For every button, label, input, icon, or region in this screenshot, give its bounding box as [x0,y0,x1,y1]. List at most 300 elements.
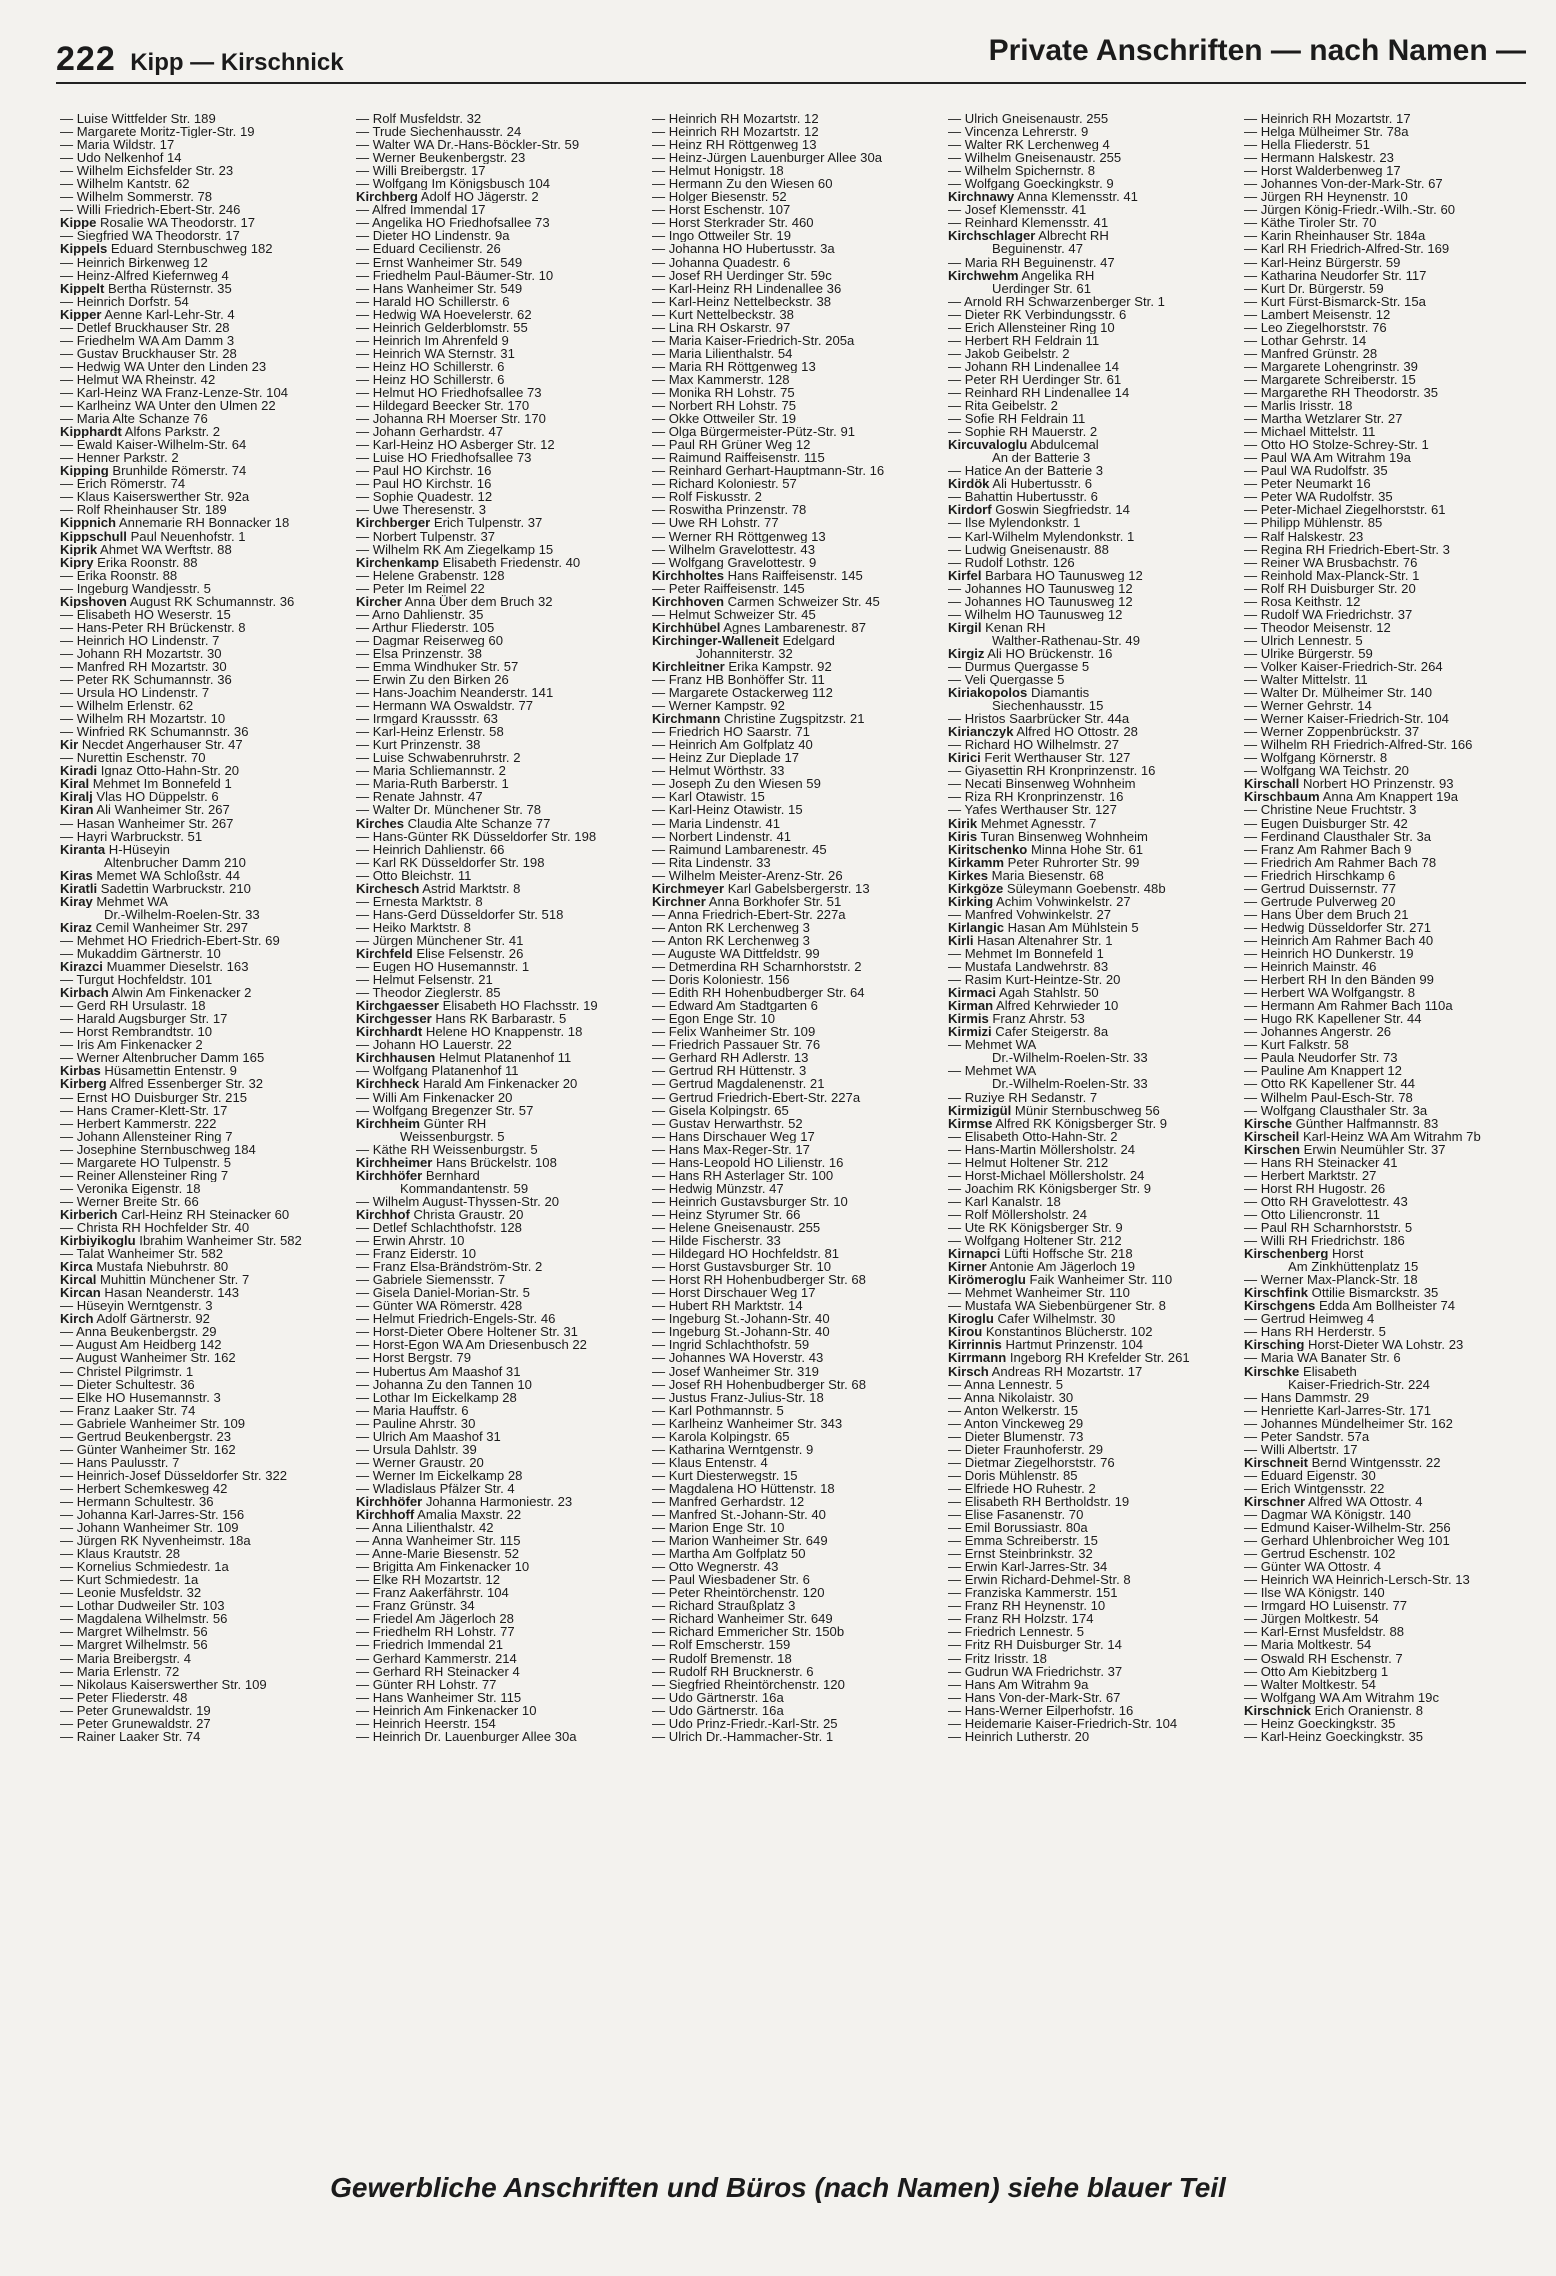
directory-entry: Kirmizi Cafer Steigerstr. 8a [948,1025,1109,1039]
directory-entry: — Gertrud Friedrich-Ebert-Str. 227a [652,1090,861,1104]
directory-entry: — Rolf Rheinhauser Str. 189 [60,503,227,517]
surname: Kirlangic [948,920,1005,934]
directory-entry: — Ernst Steinbrinkstr. 32 [948,1547,1093,1561]
directory-entry: — Ilse WA Königstr. 140 [1244,1586,1385,1600]
directory-entry: — Otto Wegnerstr. 43 [652,1560,779,1574]
directory-entry: Kipshoven August RK Schumannstr. 36 [60,594,295,608]
directory-entry: — Rolf Möllersholstr. 24 [948,1207,1087,1221]
directory-entry: Kirchberger Erich Tulpenstr. 37 [356,516,543,530]
surname: Kirmizigül [948,1103,1012,1117]
surname: Kirdorf [948,503,992,517]
directory-entry: — Heinrich WA Heinrich-Lersch-Str. 13 [1244,1573,1470,1587]
surname: Kirchner [652,894,706,908]
directory-entry: Kircan Hasan Neanderstr. 143 [60,1286,240,1300]
directory-entry: — Rolf Musfeldstr. 32 [356,112,482,126]
directory-entry: Kirschen Erwin Neumühler Str. 37 [1244,1142,1446,1156]
surname: Kirchheim [356,1116,421,1130]
surname: Kirchhausen [356,1051,436,1065]
directory-entry: Kirchmeyer Karl Gabelsbergerstr. 13 [652,881,870,895]
surname: Kircher [356,594,402,608]
header-left [56,40,344,79]
directory-entry: — Wolfgang Clausthaler Str. 3a [1244,1103,1428,1117]
directory-entry: — Renate Jahnstr. 47 [356,790,483,804]
directory-entry: Kirrmann Ingeborg RH Krefelder Str. 261 [948,1351,1190,1365]
surname: Kirfel [948,568,982,582]
directory-entry: — Wolfgang WA Am Witrahm 19c [1244,1690,1440,1704]
directory-entry: Kipry Erika Roonstr. 88 [60,555,198,569]
directory-entry: — Maria WA Banater Str. 6 [1244,1351,1401,1365]
directory-entry: — Hans-Gerd Düsseldorfer Str. 518 [356,907,564,921]
directory-entry: — Kurt Dr. Bürgerstr. 59 [1244,281,1384,295]
directory-entry: — Rita Lindenstr. 33 [652,855,771,869]
directory-entry: — Reiner Allensteiner Ring 7 [60,1168,229,1182]
directory-entry: — Paul HO Kirchstr. 16 [356,464,492,478]
directory-entry: Kirchholtes Hans Raiffeisenstr. 145 [652,568,863,582]
directory-entry: — Heinrich WA Sternstr. 31 [356,346,515,360]
directory-entry: — Helga Mülheimer Str. 78a [1244,125,1409,139]
directory-entry: Kirchgesser Hans RK Barbarastr. 5 [356,1012,567,1026]
directory-entry: — Elsa Prinzenstr. 38 [356,646,482,660]
directory-entry: — Johannes WA Hoverstr. 43 [652,1351,824,1365]
directory-entry: Kiran Ali Wanheimer Str. 267 [60,803,230,817]
surname: Kirberich [60,1207,118,1221]
directory-entry: — Otto RK Kapellener Str. 44 [1244,1077,1416,1091]
directory-entry: Kirman Alfred Kehrwieder 10 [948,999,1119,1013]
directory-entry: — Werner Kaiser-Friedrich-Str. 104 [1244,712,1449,726]
surname: Kirchschlager [948,229,1036,243]
surname: Kirca [60,1260,93,1274]
directory-entry: — Rolf RH Duisburger Str. 20 [1244,581,1416,595]
directory-entry: — Mustafa Landwehrstr. 83 [948,960,1109,974]
directory-entry: — Peter Neumarkt 16 [1244,477,1371,491]
directory-entry: — Udo Gärtnerstr. 16a [652,1690,784,1704]
surname: Kiratli [60,881,98,895]
directory-entry: Dr.-Wilhelm-Roelen-Str. 33 [992,1077,1148,1091]
surname: Kirkamm [948,855,1005,869]
directory-entry: — Veronika Eigenstr. 18 [60,1181,201,1195]
directory-entry: — Werner Breite Str. 66 [60,1194,199,1208]
directory-entry: — Maria Alte Schanze 76 [60,412,208,426]
surname: Kirazci [60,960,103,974]
directory-entry: — Willi RH Friedrichstr. 186 [1244,1234,1405,1248]
directory-entry: — Werner RH Röttgenweg 13 [652,529,826,543]
directory-entry: Kirömeroglu Faik Wanheimer Str. 110 [948,1273,1173,1287]
directory-entry: Kippe Rosalie WA Theodorstr. 17 [60,216,256,230]
directory-entry: — Friedrich Hirschkamp 6 [1244,868,1396,882]
surname: Kirsching [1244,1338,1305,1352]
surname: Kirchberger [356,516,431,530]
directory-entry: — Nurettin Eschenstr. 70 [60,751,206,765]
directory-entry: Kirmaci Agah Stahlstr. 50 [948,986,1099,1000]
surname: Kirchinger-Walleneit [652,633,779,647]
surname: Kirou [948,1325,983,1339]
directory-entry: — Rudolf RH Brucknerstr. 6 [652,1664,814,1678]
directory-entry: Kirschnick Erich Oranienstr. 8 [1244,1703,1424,1717]
directory-entry: — Erich Römerstr. 74 [60,477,186,491]
directory-entry: — Maria Kaiser-Friedrich-Str. 205a [652,333,855,347]
directory-entry: — Reinhard RH Lindenallee 14 [948,385,1130,400]
directory-entry: — Josephine Sternbuschweg 184 [60,1142,256,1156]
directory-entry: — Jürgen Münchener Str. 41 [356,933,524,947]
directory-entry: — Margarete HO Tulpenstr. 5 [60,1155,232,1169]
directory-entry: — Mehmet WA [948,1064,1037,1078]
directory-entry: — Lothar Im Eickelkamp 28 [356,1390,517,1404]
directory-entry: — Holger Biesenstr. 52 [652,190,787,204]
directory-entry: — Peter-Michael Ziegelhorststr. 61 [1244,503,1446,517]
surname: Kirschenberg [1244,1247,1329,1261]
directory-entry: — Friedhelm WA Am Damm 3 [60,333,235,347]
surname: Kirch [60,1312,94,1326]
surname: Kirchnawy [948,190,1015,204]
directory-entry: — Kurt Schmiedestr. 1a [60,1573,199,1587]
directory-entry: — Heinrich Dahlienstr. 66 [356,842,505,856]
directory-entry: — Elise Fasanenstr. 70 [948,1508,1084,1522]
directory-entry: — Karl Kanalstr. 18 [948,1194,1061,1208]
directory-entry: Kirdök Ali Hubertusstr. 6 [948,477,1093,491]
directory-entry: — Rolf Fiskusstr. 2 [652,490,762,504]
directory-entry: — Hans Wanheimer Str. 115 [356,1690,522,1704]
directory-entry: — Margarete Lohengrinstr. 39 [1244,359,1418,373]
directory-entry: — Angelika HO Friedhofsallee 73 [356,216,550,230]
directory-entry: — Wilhelm Erlenstr. 62 [60,699,194,713]
directory-entry: — Marlis Irisstr. 18 [1244,399,1353,413]
directory-entry: — Jürgen Moltkestr. 54 [1244,1612,1379,1626]
directory-entry: Kirchenkamp Elisabeth Friedenstr. 40 [356,555,581,569]
directory-entry: — Maria Breibergstr. 4 [60,1651,191,1665]
directory-entry: — Peter Fliederstr. 48 [60,1690,188,1704]
directory-entry: — Horst Dirschauer Weg 17 [652,1286,816,1300]
directory-entry: — Heinrich RH Mozartstr. 17 [1244,112,1411,126]
directory-entry: — Turgut Hochfeldstr. 101 [60,973,213,987]
directory-entry: — Werner Kampstr. 92 [652,699,785,713]
directory-entry: — Hans-Leopold HO Lilienstr. 16 [652,1155,844,1169]
directory-entry: — Emma Windhuker Str. 57 [356,659,519,674]
directory-entry: — Norbert Tulpenstr. 37 [356,529,496,543]
directory-entry: — Lambert Meisenstr. 12 [1244,307,1391,321]
section-title: Private Anschriften — nach Namen — [988,34,1526,67]
directory-entry: — Johann HO Lauerstr. 22 [356,1038,512,1052]
directory-entry: Kircher Anna Über dem Bruch 32 [356,594,553,608]
directory-entry: — Justus Franz-Julius-Str. 18 [652,1390,824,1404]
directory-entry: — Vincenza Lehrerstr. 9 [948,125,1089,139]
directory-entry: — Ursula Dahlstr. 39 [356,1442,477,1456]
directory-entry: — Heinrich HO Lindenstr. 7 [60,633,220,647]
directory-entry: — Oswald RH Eschenstr. 7 [1244,1651,1403,1665]
directory-entry: — Hans Von-der-Mark-Str. 67 [948,1690,1121,1704]
directory-entry: — Heinrich HO Dunkerstr. 19 [1244,947,1414,961]
directory-entry: — Erwin Ahrstr. 10 [356,1234,465,1248]
directory-entry: — Johannes Von-der-Mark-Str. 67 [1244,177,1443,191]
surname: Kirchhöfer [356,1168,423,1182]
surname: Kirchleitner [652,659,725,674]
directory-entry: — Helmut Schweizer Str. 45 [652,607,816,621]
directory-entry: — Ingrid Schlachthofstr. 59 [652,1338,810,1352]
directory-entry: — Günter Wanheimer Str. 162 [60,1442,236,1456]
surname: Kirschneit [1244,1455,1309,1469]
directory-entry: — Ulrich Dr.-Hammacher-Str. 1 [652,1729,834,1743]
directory-entry: Kiralj Vlas HO Düppelstr. 6 [60,790,219,804]
directory-entry: Kirchhoven Carmen Schweizer Str. 45 [652,594,880,608]
directory-entry: — Horst Bergstr. 79 [356,1351,471,1365]
directory-entry: — Jürgen RK Nyvenheimstr. 18a [60,1534,251,1548]
surname: Kirrmann [948,1351,1007,1365]
directory-entry: Kiray Mehmet WA [60,894,168,908]
directory-entry: — Willi Friedrich-Ebert-Str. 246 [60,203,241,217]
directory-entry: Kirberich Carl-Heinz RH Steinacker 60 [60,1207,290,1221]
directory-entry: — Richard Straußplatz 3 [652,1599,796,1613]
directory-entry: — Paul RH Scharnhorststr. 5 [1244,1220,1413,1235]
directory-entry: — Wilhelm RK Am Ziegelkamp 15 [356,542,554,556]
directory-entry: — Wilhelm Meister-Arenz-Str. 26 [652,868,843,882]
directory-entry: — Paul WA Am Witrahm 19a [1244,451,1411,465]
directory-entry: — Josef Wanheimer Str. 319 [652,1364,819,1378]
surname: Kiriakopolos [948,686,1028,700]
directory-entry: — Arno Dahlienstr. 35 [356,607,484,621]
directory-entry: — Werner Im Eickelkamp 28 [356,1468,523,1482]
directory-entry: — Heinrich Am Golfplatz 40 [652,738,813,752]
directory-entry: — Helmut Friedrich-Engels-Str. 46 [356,1312,556,1326]
directory-entry: — Wolfgang Körnerstr. 8 [1244,751,1388,765]
surname: Kirschnick [1244,1703,1311,1717]
surname: Kirschen [1244,1142,1301,1156]
surname: Kippelt [60,281,105,295]
directory-entry: — Paul WA Rudolfstr. 35 [1244,464,1388,478]
directory-entry: — Otto HO Stolze-Schrey-Str. 1 [1244,438,1429,452]
directory-entry: — Philipp Mühlenstr. 85 [1244,516,1383,530]
surname: Kiritschenko [948,842,1028,856]
surname: Kirchhoven [652,594,725,608]
directory-entry: — Walter WA Dr.-Hans-Böckler-Str. 59 [356,138,580,152]
directory-entry: Kirbiyikoglu Ibrahim Wanheimer Str. 582 [60,1234,302,1248]
directory-entry: — Mehmet Wanheimer Str. 110 [948,1286,1130,1300]
directory-entry: — Klaus Kaiserswerther Str. 92a [60,490,250,504]
directory-entry: — Raimund Raiffeisenstr. 115 [652,451,825,465]
directory-entry: — Anton Welkerstr. 15 [948,1403,1079,1417]
directory-entry: — Hans Dammstr. 29 [1244,1390,1370,1404]
directory-entry: — Eugen HO Husemannstr. 1 [356,960,530,974]
directory-entry: — Brigitta Am Finkenacker 10 [356,1560,530,1574]
directory-entry: — Christa RH Hochfelder Str. 40 [60,1220,250,1235]
directory-entry: — Doris Mühlenstr. 85 [948,1468,1078,1482]
surname: Kirchenkamp [356,555,439,569]
directory-entry: — Hayri Warbruckstr. 51 [60,829,203,843]
directory-entry: Kirchnawy Anna Klemensstr. 41 [948,190,1138,204]
surname: Kipphardt [60,425,122,439]
directory-entry: — Hedwig Münzstr. 47 [652,1181,784,1195]
directory-entry: — Herbert WA Wolfgangstr. 8 [1244,986,1416,1000]
directory-entry: — Mustafa WA Siebenbürgener Str. 8 [948,1299,1166,1313]
surname: Kirmse [948,1116,993,1130]
directory-entry: Kirschbaum Anna Am Knappert 19a [1244,790,1459,804]
directory-entry: — Friedrich Lennestr. 5 [948,1625,1085,1639]
directory-entry: Kirou Konstantinos Blücherstr. 102 [948,1325,1153,1339]
surname: Kiroglu [948,1312,994,1326]
directory-entry: — Ulrich Gneisenaustr. 255 [948,112,1109,126]
directory-entry: — Johanna Zu den Tannen 10 [356,1377,532,1391]
directory-entry: — Hedwig WA Unter den Linden 23 [60,359,267,373]
directory-entry: — Käthe RH Weissenburgstr. 5 [356,1142,538,1156]
directory-entry: — Heinrich-Josef Düsseldorfer Str. 322 [60,1468,288,1482]
directory-entry: — Rainer Laaker Str. 74 [60,1729,201,1743]
directory-entry: — Karl-Ernst Musfeldstr. 88 [1244,1625,1405,1639]
directory-entry: — Hella Fliederstr. 51 [1244,138,1370,152]
surname: Kirchfeld [356,947,413,961]
directory-entry: — Regina RH Friedrich-Ebert-Str. 3 [1244,542,1450,556]
directory-entry: Kirkes Maria Biesenstr. 68 [948,868,1104,882]
surname: Kirman [948,999,994,1013]
directory-entry: — Wilhelm RH Friedrich-Alfred-Str. 166 [1244,738,1473,752]
directory-entry: — Hans Dirschauer Weg 17 [652,1129,815,1143]
directory-entry: — Gertrude Pulverweg 20 [1244,894,1396,908]
directory-entry: — Christine Neue Fruchtstr. 3 [1244,803,1417,817]
surname: Kirbiyikoglu [60,1234,136,1248]
directory-entry: — Fritz Irisstr. 18 [948,1651,1047,1665]
directory-entry: — Friedhelm RH Lohstr. 77 [356,1625,515,1639]
directory-entry: — Uwe RH Lohstr. 77 [652,516,779,530]
directory-entry: — Uwe Theresenstr. 3 [356,503,487,517]
directory-entry: — Karola Kolpingstr. 65 [652,1429,790,1443]
directory-entry: — Wilhelm August-Thyssen-Str. 20 [356,1194,560,1208]
directory-entry: — Ulrich Am Maashof 31 [356,1429,501,1443]
surname: Kirgil [948,620,982,634]
surname: Kipping [60,464,109,478]
directory-entry: Kiranta H-Hüseyin [60,842,170,856]
directory-entry: Kirchhöfer Johanna Harmoniestr. 23 [356,1494,573,1509]
surname: Kippschull [60,529,127,543]
directory-entry: — Elisabeth Otto-Hahn-Str. 2 [948,1129,1118,1143]
directory-entry: — Hilde Fischerstr. 33 [652,1234,781,1248]
directory-entry: — Hans-Werner Eilperhofstr. 16 [948,1703,1134,1717]
directory-entry: — Hans RH Steinacker 41 [1244,1155,1398,1169]
directory-entry: — Wolfgang Gravelottestr. 9 [652,555,817,569]
directory-entry: — Johannes HO Taunusweg 12 [948,581,1133,595]
directory-entry: Kirchhof Christa Graustr. 20 [356,1207,524,1221]
directory-entry: — Magdalena Wilhelmstr. 56 [60,1612,228,1626]
surname: Kircal [60,1273,97,1287]
directory-entry: — Hans-Peter RH Brückenstr. 8 [60,620,246,634]
directory-entry: — Maria Wildstr. 17 [60,138,175,152]
surname: Kirmaci [948,986,997,1000]
directory-entry: Kirkamm Peter Ruhrorter Str. 99 [948,855,1140,869]
directory-entry: — Horst Rembrandtstr. 10 [60,1025,213,1039]
directory-entry: — Sofie RH Feldrain 11 [948,412,1086,426]
directory-entry: — Herbert Kammerstr. 222 [60,1116,217,1130]
directory-entry: — Heinz HO Schillerstr. 6 [356,359,505,373]
directory-entry: Kircuvaloglu Abdulcemal [948,438,1099,452]
directory-entry: — Heidemarie Kaiser-Friedrich-Str. 104 [948,1716,1178,1730]
directory-entry: — Willi Am Finkenacker 20 [356,1090,513,1104]
directory-entry: Kirkgöze Süleymann Goebenstr. 48b [948,881,1166,895]
directory-entry: — Gerhard RH Steinacker 4 [356,1664,520,1678]
directory-entry: — Sophie RH Mauerstr. 2 [948,425,1098,439]
directory-entry: — Fritz RH Duisburger Str. 14 [948,1638,1122,1652]
directory-entry: — Heinrich Im Ahrenfeld 9 [356,333,509,347]
surname: Kirchhoff [356,1508,415,1522]
directory-entry: — Paul RH Grüner Weg 12 [652,438,811,452]
directory-entry: — Käthe Tiroler Str. 70 [1244,216,1377,230]
directory-entry: — Friedrich HO Saarstr. 71 [652,725,810,739]
directory-entry: Kirici Ferit Werthauser Str. 127 [948,751,1131,765]
directory-entry: Am Zinkhüttenplatz 15 [1288,1260,1419,1274]
directory-entry: — Ingeburg Wandjesstr. 5 [60,581,211,595]
directory-entry: — Arnold RH Schwarzenberger Str. 1 [948,294,1165,308]
directory-entry: — Nikolaus Kaiserswerther Str. 109 [60,1677,267,1691]
directory-entry: — Margret Wilhelmstr. 56 [60,1625,208,1639]
directory-entry: — Werner Beukenbergstr. 23 [356,151,526,165]
directory-entry: Kirberg Alfred Essenberger Str. 32 [60,1077,264,1091]
directory-entry: — Margret Wilhelmstr. 56 [60,1638,208,1652]
directory-entry: — Johannes Mündelheimer Str. 162 [1244,1416,1453,1430]
directory-entry: — Gustav Bruckhauser Str. 28 [60,346,237,360]
directory-entry: — Maria RH Röttgenweg 13 [652,359,816,373]
directory-entry: — Heinrich Am Finkenacker 10 [356,1703,537,1717]
directory-entry: — Karl-Heinz Otawistr. 15 [652,803,803,817]
surname: Kirchheck [356,1077,420,1091]
directory-entry: — Otto RH Gravelottestr. 43 [1244,1194,1408,1208]
directory-entry: — Hristos Saarbrücker Str. 44a [948,712,1130,726]
directory-entry: — Maria Moltkestr. 54 [1244,1638,1372,1652]
directory-entry: — Horst Eschenstr. 107 [652,203,791,217]
directory-entry: — Karl-Heinz Erlenstr. 58 [356,725,504,739]
directory-entry: — Okke Ottweiler Str. 19 [652,412,797,426]
directory-entry: — Werner Gehrstr. 14 [1244,699,1372,713]
directory-entry: — Manfred Vohwinkelstr. 27 [948,907,1112,921]
directory-entry: — Erich Wintgensstr. 22 [1244,1481,1385,1495]
directory-entry: — Elke RH Mozartstr. 12 [356,1573,501,1587]
surname: Kirner [948,1260,987,1274]
directory-entry: — Anton Vinckeweg 29 [948,1416,1084,1430]
directory-entry: Kirchberg Adolf HO Jägerstr. 2 [356,190,539,204]
directory-entry: — Heinrich Am Rahmer Bach 40 [1244,933,1434,947]
directory-entry: — Raimund Lambarenestr. 45 [652,842,827,856]
directory-entry: — Maria Lilienthalstr. 54 [652,346,793,360]
surname: Kirberg [60,1077,107,1091]
surname: Kirchmann [652,712,721,726]
directory-entry: — Hubertus Am Maashof 31 [356,1364,521,1378]
surname: Kirchheimer [356,1155,433,1169]
directory-entry: — Joseph Zu den Wiesen 59 [652,777,821,791]
directory-entry: — Gertrud RH Hüttenstr. 3 [652,1064,807,1078]
directory-entry: — Mehmet HO Friedrich-Ebert-Str. 69 [60,933,280,947]
directory-entry: — Heinz Goeckingkstr. 35 [1244,1716,1396,1730]
directory-entry: — Iris Am Finkenacker 2 [60,1038,203,1052]
surname: Kirchhardt [356,1025,423,1039]
directory-entry: — Horst-Michael Möllersholstr. 24 [948,1168,1145,1182]
surname: Kiral [60,777,90,791]
directory-entry: — Ingo Ottweiler Str. 19 [652,229,791,243]
directory-entry: — Werner Graustr. 20 [356,1455,484,1469]
directory-entry: — Karl-Heinz Nettelbeckstr. 38 [652,294,832,308]
directory-entry: — Karl Otawistr. 15 [652,790,765,804]
directory-entry: — Olga Bürgermeister-Pütz-Str. 91 [652,425,856,439]
directory-entry: — Franz Eiderstr. 10 [356,1247,477,1261]
directory-entry: Kirches Claudia Alte Schanze 77 [356,816,551,830]
directory-entry: — Franziska Kammerstr. 151 [948,1586,1118,1600]
directory-entry: — Heinz-Jürgen Lauenburger Allee 30a [652,151,883,165]
directory-entry: — Werner Altenbrucher Damm 165 [60,1051,265,1065]
directory-entry: — Friedrich Am Rahmer Bach 78 [1244,855,1437,869]
directory-entry: — Heinz Zur Dieplade 17 [652,751,800,765]
directory-entry: Kirfel Barbara HO Taunusweg 12 [948,568,1143,582]
directory-entry: — Wolfgang Platanenhof 11 [356,1064,519,1078]
directory-entry: — Luise Schwabenruhrstr. 2 [356,751,521,765]
directory-entry: — Werner Max-Planck-Str. 18 [1244,1273,1418,1287]
directory-entry: — Hans RH Asterlager Str. 100 [652,1168,834,1182]
directory-column-4 [948,112,1244,2147]
surname: Kirchesch [356,881,420,895]
directory-entry: — Wolfgang Im Königsbusch 104 [356,177,551,191]
directory-entry: — Maria RH Beguinenstr. 47 [948,255,1115,269]
